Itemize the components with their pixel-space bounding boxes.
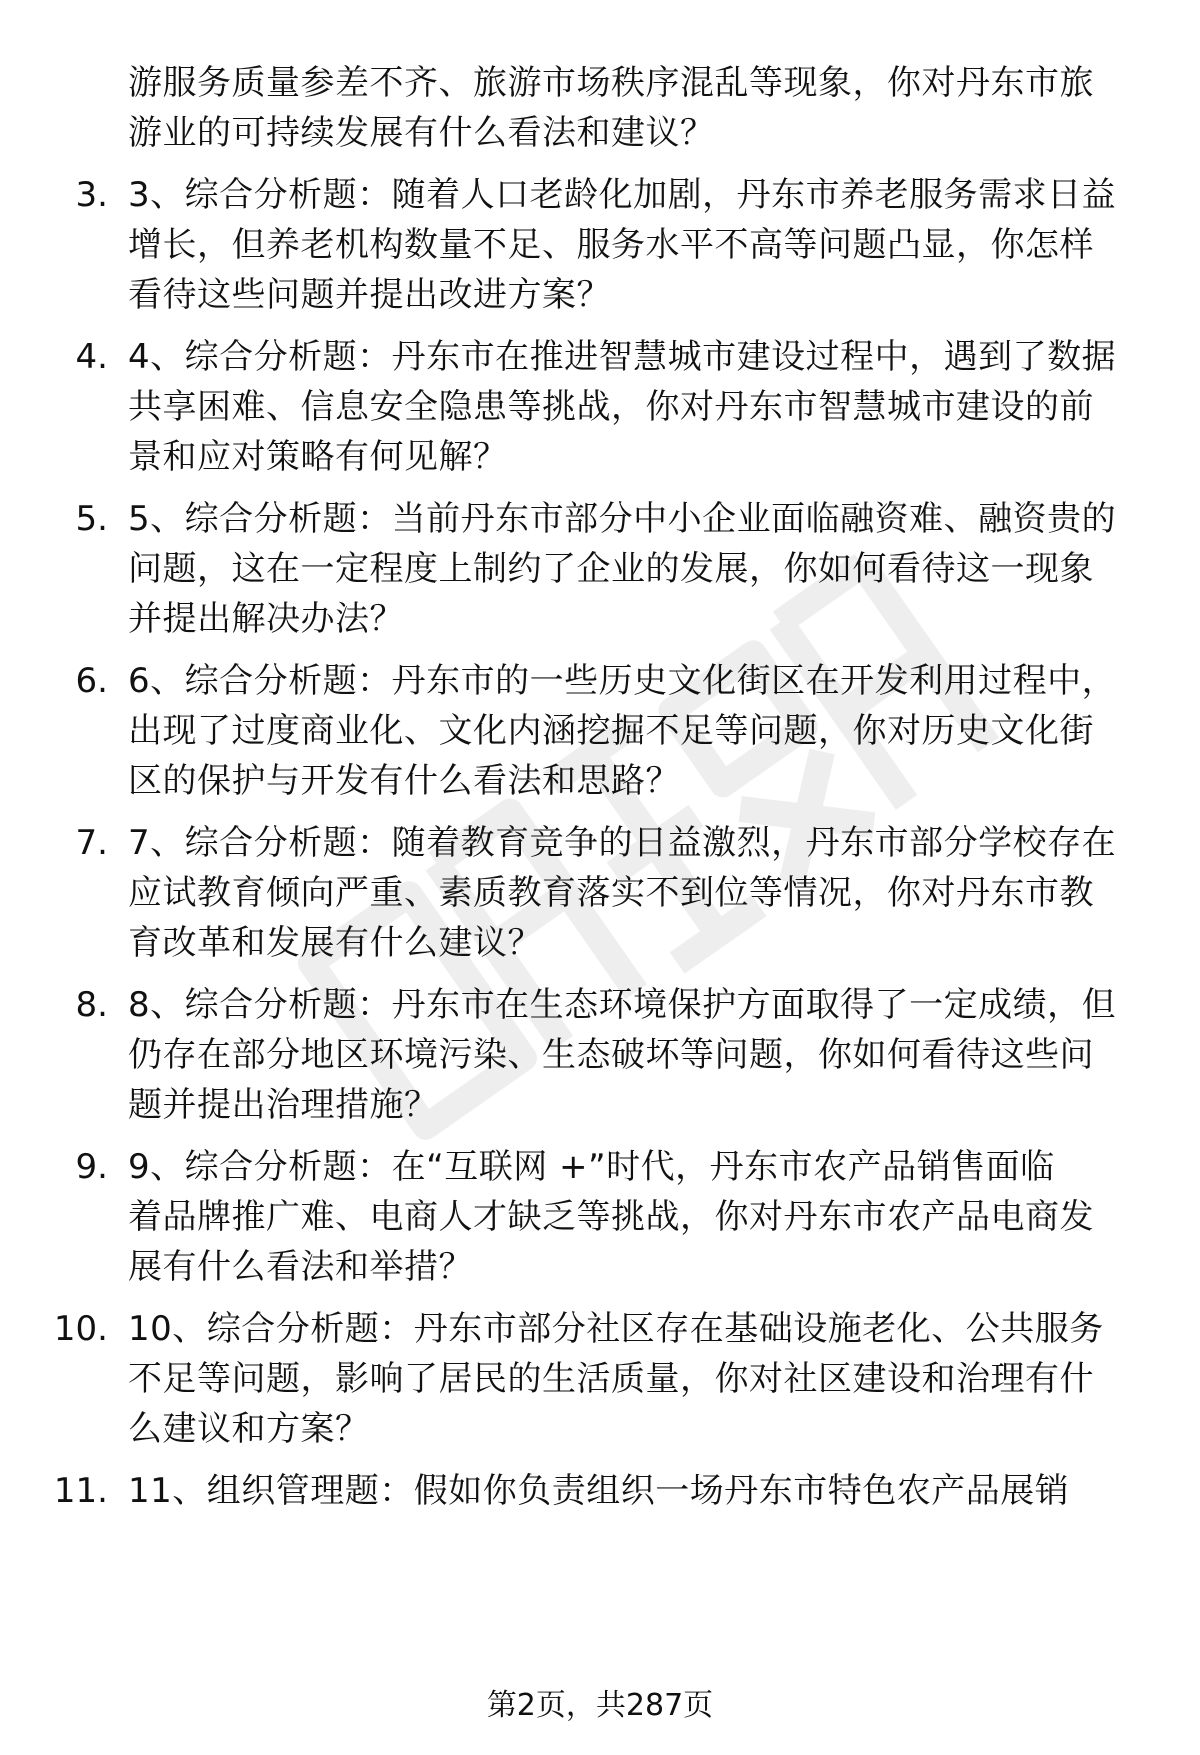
text-line: 3、综合分析题：随着人口老龄化加剧，丹东市养老服务需求日益 bbox=[128, 175, 1117, 215]
question-text bbox=[128, 656, 1163, 806]
question-number: 3. bbox=[75, 175, 108, 215]
question-text bbox=[128, 58, 1163, 158]
text-line: 10、综合分析题：丹东市部分社区存在基础设施老化、公共服务 bbox=[128, 1309, 1104, 1349]
text-line: 景和应对策略有何见解？ bbox=[128, 437, 508, 477]
text-line: 着品牌推广难、电商人才缺乏等挑战，你对丹东市农产品电商发 bbox=[128, 1197, 1094, 1237]
text-line: 9、综合分析题：在“互联网 +”时代，丹东市农产品销售面临 bbox=[128, 1147, 1055, 1187]
question-text bbox=[128, 170, 1163, 320]
question-number: 10. bbox=[53, 1309, 108, 1349]
text-line: 游服务质量参差不齐、旅游市场秩序混乱等现象，你对丹东市旅 bbox=[128, 63, 1094, 103]
text-line: 增长，但养老机构数量不足、服务水平不高等问题凸显，你怎样 bbox=[128, 225, 1094, 265]
text-line: 么建议和方案？ bbox=[128, 1409, 370, 1449]
text-line: 展有什么看法和举措？ bbox=[128, 1247, 473, 1287]
text-line: 11、组织管理题：假如你负责组织一场丹东市特色农产品展销 bbox=[128, 1471, 1070, 1511]
text-line: 共享困难、信息安全隐患等挑战，你对丹东市智慧城市建设的前 bbox=[128, 387, 1094, 427]
text-line: 区的保护与开发有什么看法和思路？ bbox=[128, 761, 680, 801]
question-text bbox=[128, 332, 1163, 482]
question-text bbox=[128, 1304, 1163, 1454]
question-number: 7. bbox=[75, 823, 108, 863]
text-line: 5、综合分析题：当前丹东市部分中小企业面临融资难、融资贵的 bbox=[128, 499, 1117, 539]
question-number: 8. bbox=[75, 985, 108, 1025]
page-footer: 第2页，共287页 bbox=[486, 1688, 714, 1723]
question-number: 6. bbox=[75, 661, 108, 701]
text-line: 问题，这在一定程度上制约了企业的发展，你如何看待这一现象 bbox=[128, 549, 1094, 589]
text-line: 应试教育倾向严重、素质教育落实不到位等情况，你对丹东市教 bbox=[128, 873, 1094, 913]
question-text bbox=[128, 818, 1163, 968]
question-text bbox=[128, 494, 1163, 644]
text-line: 并提出解决办法？ bbox=[128, 599, 404, 639]
question-text bbox=[128, 980, 1163, 1130]
text-line: 题并提出治理措施？ bbox=[128, 1085, 439, 1125]
text-line: 不足等问题，影响了居民的生活质量，你对社区建设和治理有什 bbox=[128, 1359, 1094, 1399]
text-line: 游业的可持续发展有什么看法和建议？ bbox=[128, 113, 715, 153]
text-line: 6、综合分析题：丹东市的一些历史文化街区在开发利用过程中， bbox=[128, 661, 1117, 701]
text-line: 育改革和发展有什么建议？ bbox=[128, 923, 542, 963]
question-text bbox=[128, 1466, 1163, 1516]
text-line: 出现了过度商业化、文化内涵挖掘不足等问题，你对历史文化街 bbox=[128, 711, 1094, 751]
text-line: 8、综合分析题：丹东市在生态环境保护方面取得了一定成绩，但 bbox=[128, 985, 1117, 1025]
question-number: 9. bbox=[75, 1147, 108, 1187]
question-text bbox=[128, 1142, 1163, 1292]
text-line: 仍存在部分地区环境污染、生态破坏等问题，你如何看待这些问 bbox=[128, 1035, 1094, 1075]
question-number: 5. bbox=[75, 499, 108, 539]
question-number: 11. bbox=[53, 1471, 108, 1511]
text-line: 4、综合分析题：丹东市在推进智慧城市建设过程中，遇到了数据 bbox=[128, 337, 1117, 377]
text-line: 看待这些问题并提出改进方案？ bbox=[128, 275, 611, 315]
text-line: 7、综合分析题：随着教育竞争的日益激烈，丹东市部分学校存在 bbox=[128, 823, 1117, 863]
question-number: 4. bbox=[75, 337, 108, 377]
